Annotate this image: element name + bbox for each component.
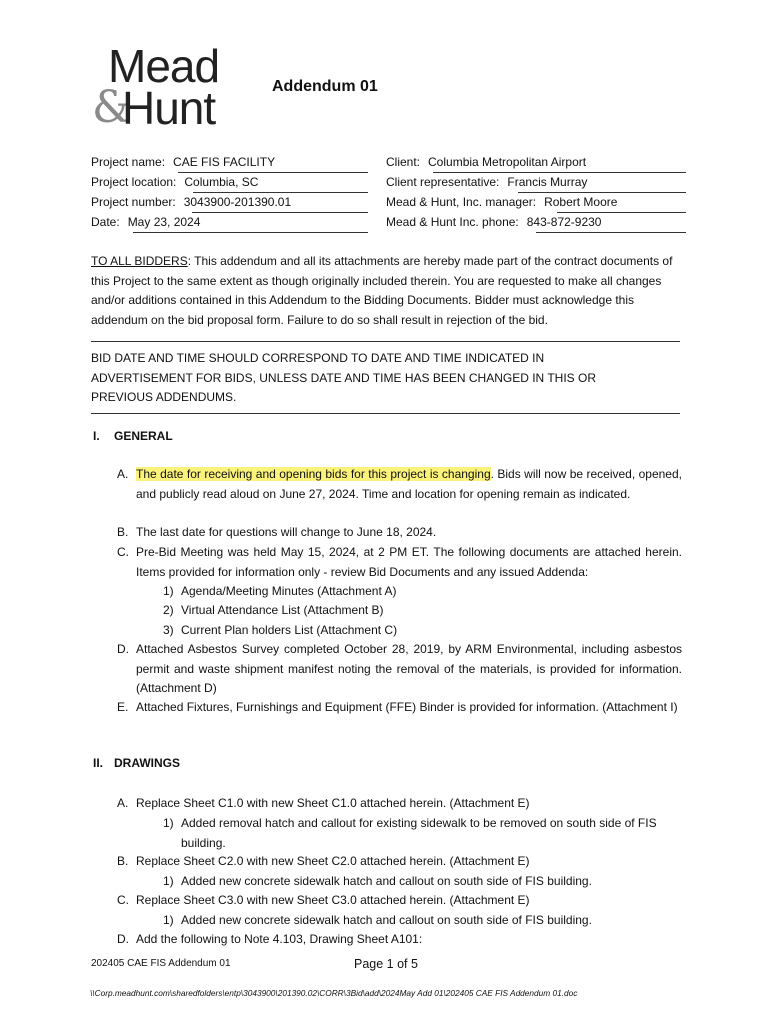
- project-location: Columbia, SC: [184, 175, 259, 189]
- mead-hunt-logo: [92, 40, 222, 134]
- divider: [91, 413, 680, 414]
- client-field: Client: Columbia Metropolitan Airport: [386, 155, 587, 169]
- list-item-drawings-c: C. Replace Sheet C3.0 with new Sheet C3.0 attached herein. (Attachment E): [117, 893, 530, 907]
- phone-field: Mead & Hunt Inc. phone: 843-872-9230: [386, 215, 602, 229]
- highlighted-text: The date for receiving and opening bids for this project is changing: [136, 467, 491, 481]
- project-name: CAE FIS FACILITY: [173, 155, 276, 169]
- sub-item-c3: 3) Current Plan holders List (Attachment C): [163, 623, 398, 637]
- sub-item-b1: 1) Added new concrete sidewalk hatch and callout on south side of FIS building.: [163, 874, 592, 888]
- sub-item-c2: 2) Virtual Attendance List (Attachment B): [163, 603, 384, 617]
- underline: [518, 192, 686, 193]
- intro-lead: TO ALL BIDDERS: [91, 254, 188, 268]
- underline: [178, 172, 368, 173]
- phone: 843-872-9230: [526, 215, 602, 229]
- underline: [193, 192, 368, 193]
- section-heading-drawings: II. DRAWINGS: [93, 756, 180, 770]
- list-item-general-e: E. Attached Fixtures, Furnishings and Equipment (FFE) Binder is provided for information. (Attachment I): [117, 700, 678, 714]
- divider: [91, 341, 680, 342]
- project-date: May 23, 2024: [127, 215, 201, 229]
- document-title: Addendum 01: [272, 78, 378, 95]
- client-representative: Francis Murray: [507, 175, 588, 189]
- underline: [192, 212, 368, 213]
- project-number: 3043900-201390.01: [183, 195, 292, 209]
- logo-ampersand: &: [92, 82, 132, 133]
- list-item-general-b: B. The last date for questions will change to June 18, 2024.: [117, 525, 437, 539]
- client-representative-field: Client representative: Francis Murray: [386, 175, 588, 189]
- logo-hunt: Hunt: [122, 82, 216, 134]
- footer-file-path: \\Corp.meadhunt.com\sharedfolders\entp\3043900\201390.02\CORR\3Bid\add\2024May Add 01\202405 CAE FIS Addendum 01.doc: [90, 988, 578, 998]
- list-item-general-d: D. Attached Asbestos Survey completed October 28, 2019, by ARM Environmental, including asbestos permit and waste shipment manifest noting the removal of the materials, is provided for information. (Attachment D): [117, 642, 682, 695]
- footer-document-name: 202405 CAE FIS Addendum 01: [91, 958, 231, 969]
- list-item-drawings-a: A. Replace Sheet C1.0 with new Sheet C1.0 attached herein. (Attachment E): [117, 796, 530, 810]
- intro-paragraph: TO ALL BIDDERS: This addendum and all its attachments are hereby made part of the contract documents of this Project to the same extent as though originally included therein. You are requested to make all changes and/or additions contained in this Addendum to the Bidding Documents. Bidder must acknowledge this addendum on the bid proposal form. Failure to do so shall result in rejection of the bid.: [91, 254, 673, 327]
- sub-item-a1: 1) Added removal hatch and callout for existing sidewalk to be removed on south side of FIS building.: [163, 816, 657, 850]
- project-location-field: Project location: Columbia, SC: [91, 175, 259, 189]
- project-name-field: Project name: CAE FIS FACILITY: [91, 155, 276, 169]
- date-field: Date: May 23, 2024: [91, 215, 201, 229]
- manager-field: Mead & Hunt, Inc. manager: Robert Moore: [386, 195, 618, 209]
- list-item-drawings-b: B. Replace Sheet C2.0 with new Sheet C2.0 attached herein. (Attachment E): [117, 854, 530, 868]
- manager: Robert Moore: [544, 195, 618, 209]
- underline: [557, 212, 686, 213]
- underline: [133, 232, 368, 233]
- footer-page-number: Page 1 of 5: [354, 957, 418, 971]
- sub-item-c1: 1) Agenda/Meeting Minutes (Attachment A): [163, 584, 397, 598]
- underline: [433, 172, 686, 173]
- client: Columbia Metropolitan Airport: [428, 155, 587, 169]
- list-item-general-c: C. Pre-Bid Meeting was held May 15, 2024, at 2 PM ET. The following documents are attached herein. Items provided for information only - review Bid Documents and any issued Addenda:: [117, 545, 682, 579]
- project-number-field: Project number: 3043900-201390.01: [91, 195, 292, 209]
- section-heading-general: I. GENERAL: [93, 429, 173, 443]
- bid-date-notice: BID DATE AND TIME SHOULD CORRESPOND TO DATE AND TIME INDICATED IN ADVERTISEMENT FOR BIDS, UNLESS DATE AND TIME HAS BEEN CHANGED IN THIS OR PREVIOUS ADDENDUMS.: [91, 351, 596, 404]
- list-item-drawings-d: D. Add the following to Note 4.103, Drawing Sheet A101:: [117, 932, 423, 946]
- logo-mead: Mead: [108, 40, 220, 92]
- list-item-general-a: A. The date for receiving and opening bids for this project is changing. Bids will now be received, opened, and publicly read aloud on June 27, 2024. Time and location for opening remain as indicated.: [117, 467, 682, 501]
- sub-item-c1-drawings: 1) Added new concrete sidewalk hatch and callout on south side of FIS building.: [163, 913, 592, 927]
- underline: [536, 232, 686, 233]
